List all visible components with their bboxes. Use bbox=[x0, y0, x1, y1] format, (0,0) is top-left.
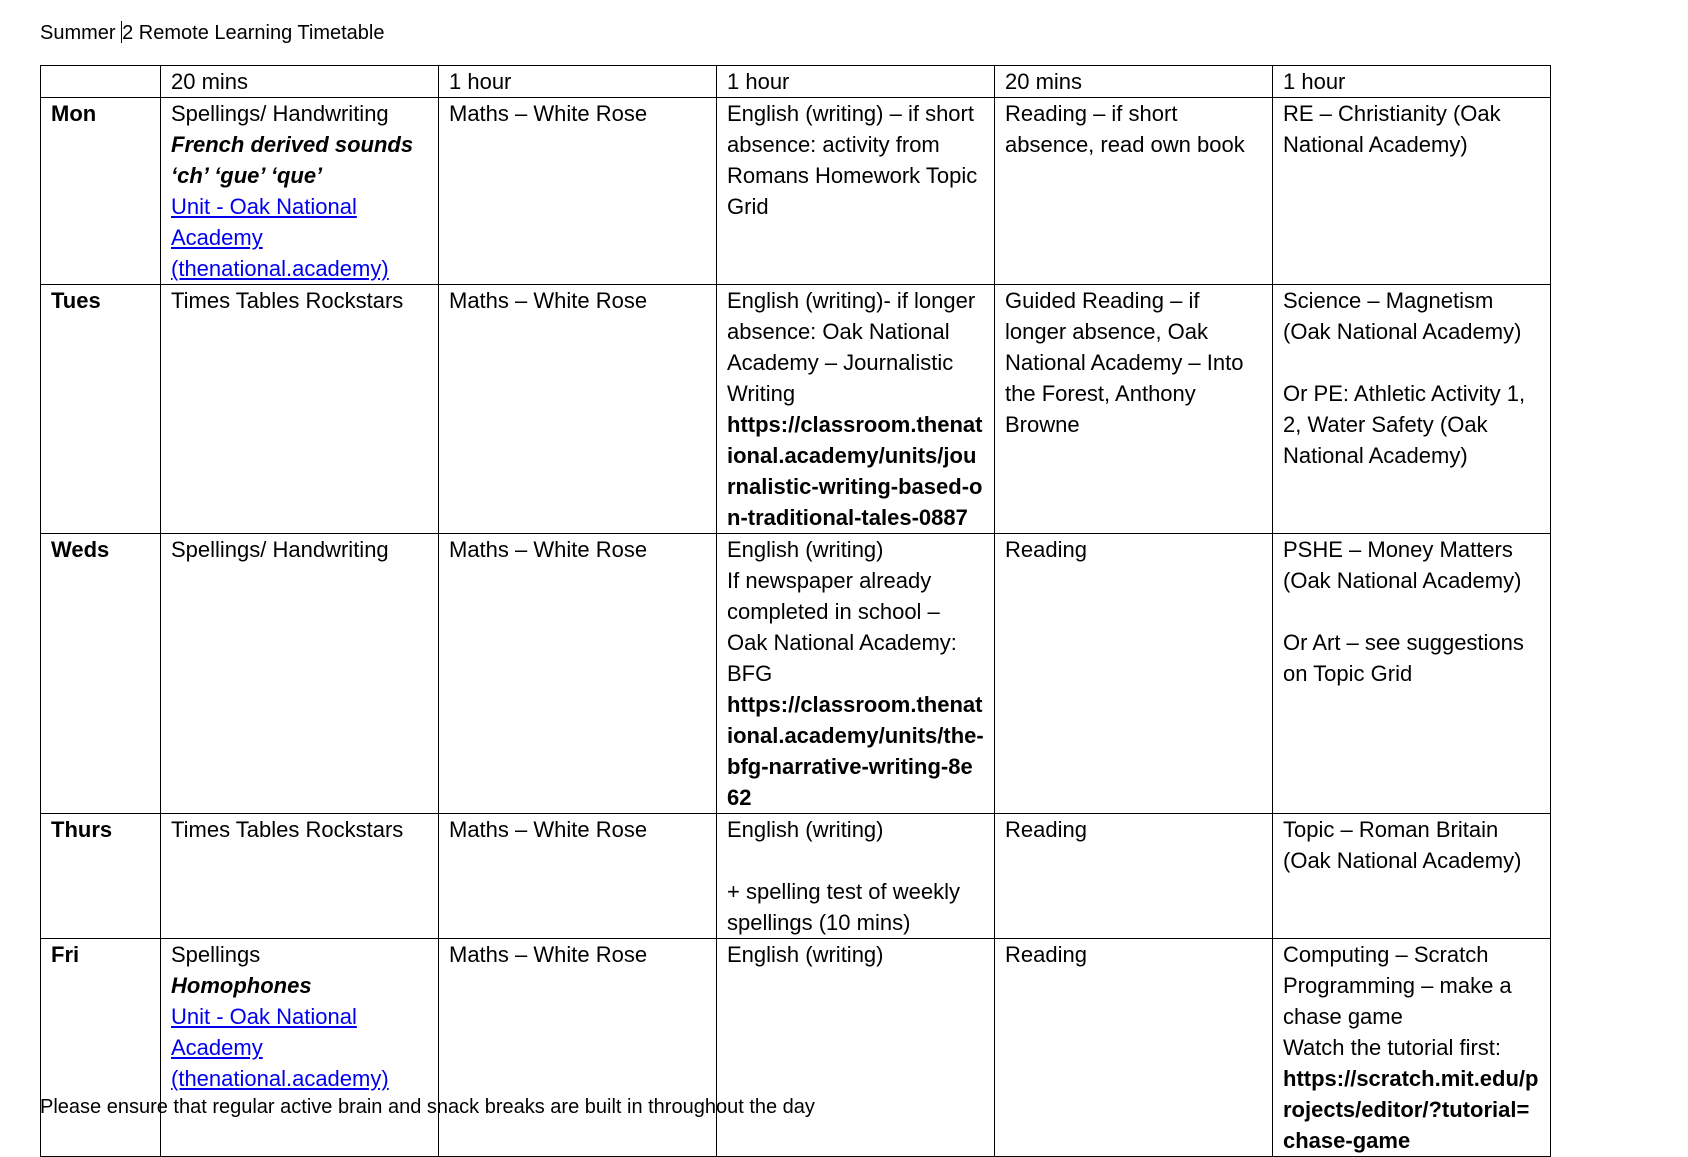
cell-english bbox=[717, 534, 995, 814]
table-row-tues bbox=[41, 285, 1551, 534]
cell-text-bold-italic: French derived sounds bbox=[171, 132, 414, 157]
cell-text: + spelling test of weekly spellings (10 mins) bbox=[727, 879, 960, 935]
cell-subject bbox=[1273, 285, 1551, 534]
title-text-start: Summer bbox=[40, 22, 122, 44]
header-row bbox=[41, 66, 1551, 98]
cell-text: PSHE – Money Matters (Oak National Academy) bbox=[1283, 537, 1522, 593]
header-cell-duration: 20 mins bbox=[161, 66, 439, 98]
cell-subject: RE – Christianity (Oak National Academy) bbox=[1273, 98, 1551, 285]
oak-unit-link[interactable]: Unit - Oak National Academy bbox=[171, 194, 357, 250]
day-label: Tues bbox=[41, 285, 161, 534]
cell-reading: Guided Reading – if longer absence, Oak National Academy – Into the Forest, Anthony Browne bbox=[995, 285, 1273, 534]
cell-text: Watch the tutorial first: bbox=[1283, 1035, 1502, 1060]
title-text-end: 2 Remote Learning Timetable bbox=[122, 22, 385, 44]
cell-text: Or PE: Athletic Activity 1, 2, Water Safety (Oak National Academy) bbox=[1283, 381, 1526, 468]
timetable bbox=[40, 65, 1551, 1157]
cell-reading: Reading bbox=[995, 814, 1273, 939]
oak-unit-link[interactable]: Unit - Oak National Academy bbox=[171, 1004, 357, 1060]
day-label: Weds bbox=[41, 534, 161, 814]
cell-english: English (writing) – if short absence: activity from Romans Homework Topic Grid bbox=[717, 98, 995, 285]
header-cell-duration: 1 hour bbox=[1273, 66, 1551, 98]
cell-spellings: Times Tables Rockstars bbox=[161, 814, 439, 939]
cell-spellings bbox=[161, 98, 439, 285]
cell-reading: Reading bbox=[995, 939, 1273, 1157]
table-row-mon bbox=[41, 98, 1551, 285]
table-row-fri bbox=[41, 939, 1551, 1157]
cell-text: English (writing) bbox=[727, 537, 884, 562]
cell-maths: Maths – White Rose bbox=[439, 285, 717, 534]
cell-english: English (writing) bbox=[717, 939, 995, 1157]
oak-unit-link[interactable]: (thenational.academy) bbox=[171, 256, 389, 281]
cell-maths: Maths – White Rose bbox=[439, 939, 717, 1157]
cell-text-bold-italic: Homophones bbox=[171, 973, 312, 998]
cell-text: Spellings bbox=[171, 942, 261, 967]
oak-unit-link[interactable]: (thenational.academy) bbox=[171, 1066, 389, 1091]
cell-text-bold-italic: ‘ch’ ‘gue’ ‘que’ bbox=[171, 163, 323, 188]
cell-text: If newspaper already completed in school – Oak National Academy: BFG bbox=[727, 568, 957, 686]
table-row-thurs bbox=[41, 814, 1551, 939]
cell-reading: Reading – if short absence, read own book bbox=[995, 98, 1273, 285]
cell-spellings: Times Tables Rockstars bbox=[161, 285, 439, 534]
cell-text: Or Art – see suggestions on Topic Grid bbox=[1283, 630, 1524, 686]
cell-text: English (writing) bbox=[727, 817, 884, 842]
table-row-weds bbox=[41, 534, 1551, 814]
bfg-narrative-writing-url: https://classroom.thenational.academy/units/the-bfg-narrative-writing-8e62 bbox=[727, 692, 984, 810]
header-cell-duration: 1 hour bbox=[439, 66, 717, 98]
cell-maths: Maths – White Rose bbox=[439, 534, 717, 814]
cell-text: Computing – Scratch Programming – make a chase game bbox=[1283, 942, 1512, 1029]
cell-english bbox=[717, 814, 995, 939]
cell-text: Spellings/ Handwriting bbox=[171, 101, 389, 126]
header-cell-day bbox=[41, 66, 161, 98]
cell-subject bbox=[1273, 534, 1551, 814]
cell-maths: Maths – White Rose bbox=[439, 814, 717, 939]
day-label: Mon bbox=[41, 98, 161, 285]
cell-reading: Reading bbox=[995, 534, 1273, 814]
header-cell-duration: 1 hour bbox=[717, 66, 995, 98]
cell-subject: Topic – Roman Britain (Oak National Academy) bbox=[1273, 814, 1551, 939]
scratch-tutorial-url: https://scratch.mit.edu/projects/editor/?tutorial=chase-game bbox=[1283, 1066, 1539, 1153]
cell-maths: Maths – White Rose bbox=[439, 98, 717, 285]
day-label: Fri bbox=[41, 939, 161, 1157]
header-cell-duration: 20 mins bbox=[995, 66, 1273, 98]
cell-subject bbox=[1273, 939, 1551, 1157]
cell-spellings: Spellings/ Handwriting bbox=[161, 534, 439, 814]
document-title bbox=[40, 20, 385, 46]
cell-text: Science – Magnetism (Oak National Academy) bbox=[1283, 288, 1522, 344]
footnote: Please ensure that regular active brain and snack breaks are built in throughout the day bbox=[40, 1096, 815, 1118]
cell-text: English (writing)- if longer absence: Oak National Academy – Journalistic Writing bbox=[727, 288, 976, 406]
journalistic-writing-url: https://classroom.thenational.academy/units/journalistic-writing-based-on-traditional-tales-0887 bbox=[727, 412, 983, 530]
cell-english bbox=[717, 285, 995, 534]
day-label: Thurs bbox=[41, 814, 161, 939]
cell-spellings bbox=[161, 939, 439, 1157]
